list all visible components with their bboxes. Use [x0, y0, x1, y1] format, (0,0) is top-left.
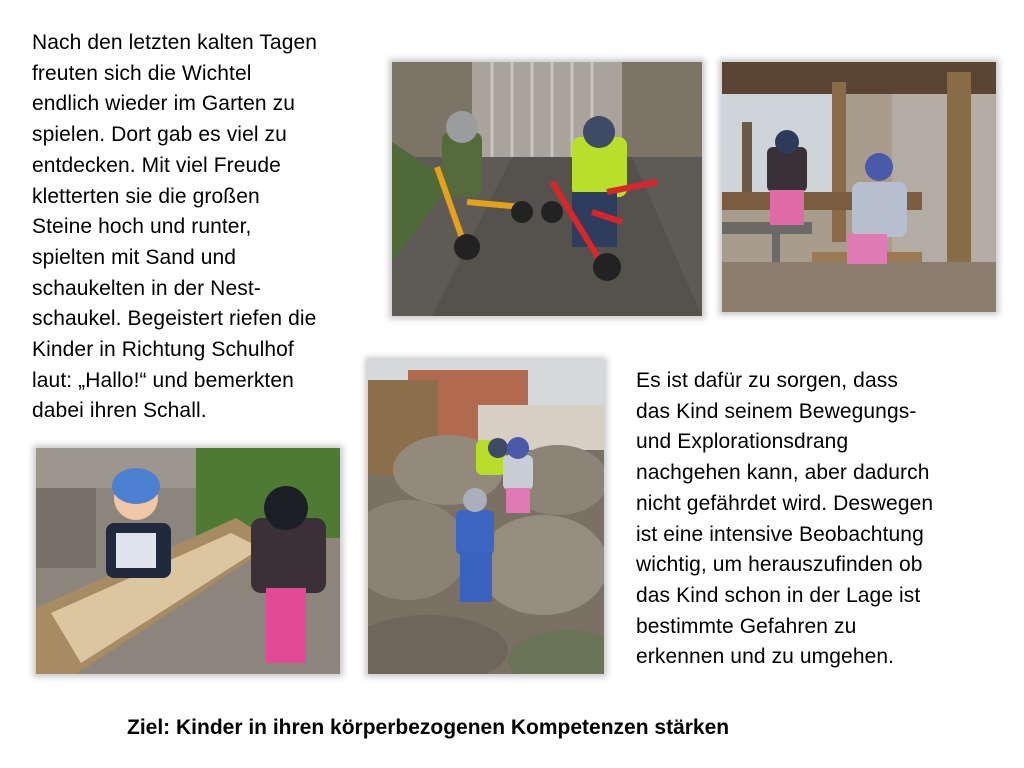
photo-sandbox — [36, 448, 340, 674]
photo-pavilion — [722, 62, 996, 312]
observation-paragraph: Es ist dafür zu sorgen, dass das Kind seinem Bewegungs- und Explorationsdrang nachgehen kann, aber dadurch nicht gefährdet wird. Deswegen ist eine intensive Beobachtung wichtig, um herauszufinden ob das Kind schon in der Lage ist bestimmte Gefahren zu erkennen und zu umgehen. — [636, 369, 934, 669]
photo-climbing-rocks — [368, 360, 604, 674]
intro-paragraph: Nach den letzten kalten Tagen freuten sich die Wichtel endlich wieder im Garten zu spielen. Dort gab es viel zu entdecken. Mit viel Freude kletterten sie die großen Steine hoch und runter, spielten mit Sand und schaukelten in der Nest- schaukel. Begeistert riefen die Kinder in Richtung Schulhof laut: „Hallo!“ und bemerkten dabei ihren Schall. — [32, 31, 318, 423]
photo-tricycles — [392, 62, 702, 316]
goal-statement: Ziel: Kinder in ihren körperbezogenen Kompetenzen stärken — [127, 716, 730, 739]
